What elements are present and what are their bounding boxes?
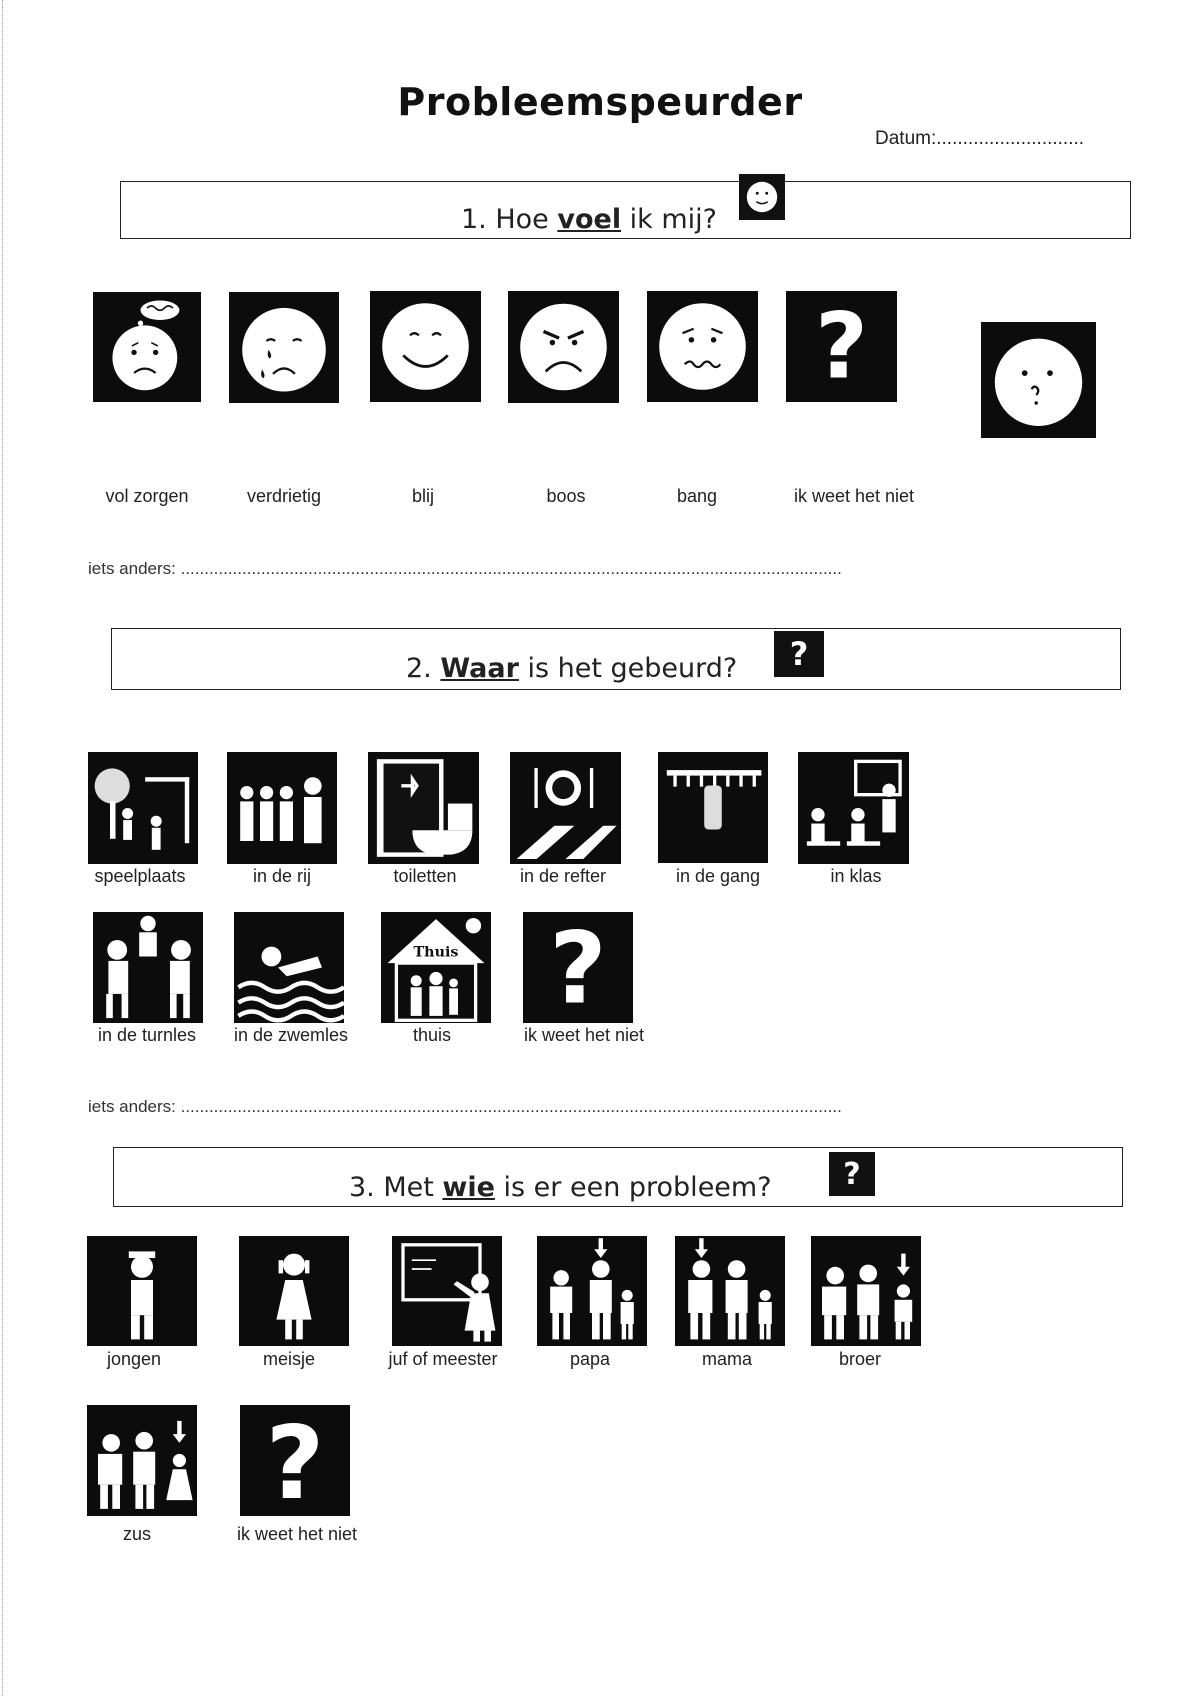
iets-anders-field-1[interactable]: iets anders: ............................................................................................................................................ (88, 559, 842, 578)
label-speelplaats: speelplaats (94, 866, 186, 886)
question-mark-icon: ? (774, 631, 824, 677)
label-broer: broer (838, 1349, 882, 1369)
section-2-keyword: Waar (440, 653, 519, 684)
worried-face-icon[interactable] (93, 292, 201, 402)
home-icon[interactable] (381, 912, 491, 1023)
mother-icon[interactable] (675, 1236, 785, 1346)
sister-icon[interactable] (87, 1405, 197, 1516)
svg-text:?: ? (549, 912, 607, 1023)
label-bang: bang (676, 486, 718, 506)
label-meisje: meisje (262, 1349, 316, 1369)
section-2-header (111, 628, 1121, 690)
section-1-question (461, 204, 717, 235)
line-icon[interactable] (227, 752, 337, 864)
section-2-rest: is het gebeurd? (518, 653, 738, 684)
classroom-icon[interactable] (798, 752, 909, 864)
label-in-de-gang: in de gang (675, 866, 761, 886)
father-icon[interactable] (537, 1236, 647, 1346)
section-2-question (406, 653, 737, 684)
scared-face-icon[interactable] (647, 291, 758, 402)
scan-edge (2, 0, 6, 1696)
label-ik-weet-het-niet-1: ik weet het niet (793, 486, 915, 506)
section-3-question (349, 1172, 772, 1203)
question-mark-icon[interactable] (523, 912, 633, 1023)
label-ik-weet-het-niet-2: ik weet het niet (523, 1025, 645, 1045)
happy-face-icon[interactable] (370, 291, 481, 402)
label-ik-weet-het-niet-3: ik weet het niet (236, 1524, 358, 1544)
section-3-number: 3. Met (349, 1172, 443, 1203)
iets-anders-field-2[interactable]: iets anders: ............................................................................................................................................ (88, 1097, 842, 1116)
brother-icon[interactable] (811, 1236, 921, 1346)
date-field[interactable]: Datum:............................ (875, 128, 1085, 149)
label-in-de-refter: in de refter (519, 866, 607, 886)
page-title: Probleemspeurder (397, 80, 803, 124)
question-mark-icon[interactable] (786, 291, 897, 402)
gym-class-icon[interactable] (93, 912, 203, 1023)
label-thuis: thuis (412, 1025, 452, 1045)
toilet-icon[interactable] (368, 752, 479, 864)
question-mark-icon: ? (829, 1152, 875, 1196)
label-jongen: jongen (106, 1349, 162, 1369)
crying-face-icon[interactable] (229, 292, 339, 403)
label-vol-zorgen: vol zorgen (105, 486, 189, 506)
section-2-number: 2. (406, 653, 441, 684)
hallway-icon[interactable] (658, 752, 768, 863)
label-in-de-rij: in de rij (252, 866, 312, 886)
section-1-header (120, 181, 1131, 239)
label-mama: mama (701, 1349, 753, 1369)
label-toiletten: toiletten (393, 866, 457, 886)
home-sign-text: Thuis (413, 944, 459, 961)
label-verdrietig: verdrietig (246, 486, 322, 506)
label-in-klas: in klas (830, 866, 882, 886)
label-in-de-turnles: in de turnles (97, 1025, 197, 1045)
angry-face-icon[interactable] (508, 291, 619, 403)
svg-text:?: ? (815, 294, 868, 400)
section-1-number: 1. Hoe (461, 204, 558, 235)
section-1-rest: ik mij? (621, 204, 718, 235)
svg-text:?: ? (265, 1405, 325, 1516)
label-in-de-zwemles: in de zwemles (233, 1025, 349, 1045)
smiley-icon (739, 174, 785, 220)
boy-icon[interactable] (87, 1236, 197, 1346)
label-papa: papa (569, 1349, 611, 1369)
label-zus: zus (122, 1524, 152, 1544)
section-3-rest: is er een probleem? (494, 1172, 772, 1203)
girl-icon[interactable] (239, 1236, 349, 1346)
label-boos: boos (546, 486, 586, 506)
playground-icon[interactable] (88, 752, 198, 864)
label-juf-of-meester: juf of meester (388, 1349, 498, 1369)
teacher-icon[interactable] (392, 1236, 502, 1346)
question-mark-icon[interactable] (240, 1405, 350, 1516)
label-blij: blij (411, 486, 435, 506)
section-1-keyword: voel (557, 204, 622, 235)
section-3-header (113, 1147, 1123, 1207)
swimming-icon[interactable] (234, 912, 344, 1023)
confused-face-icon[interactable] (981, 322, 1096, 438)
section-3-keyword: wie (442, 1172, 495, 1203)
dining-hall-icon[interactable] (510, 752, 621, 864)
